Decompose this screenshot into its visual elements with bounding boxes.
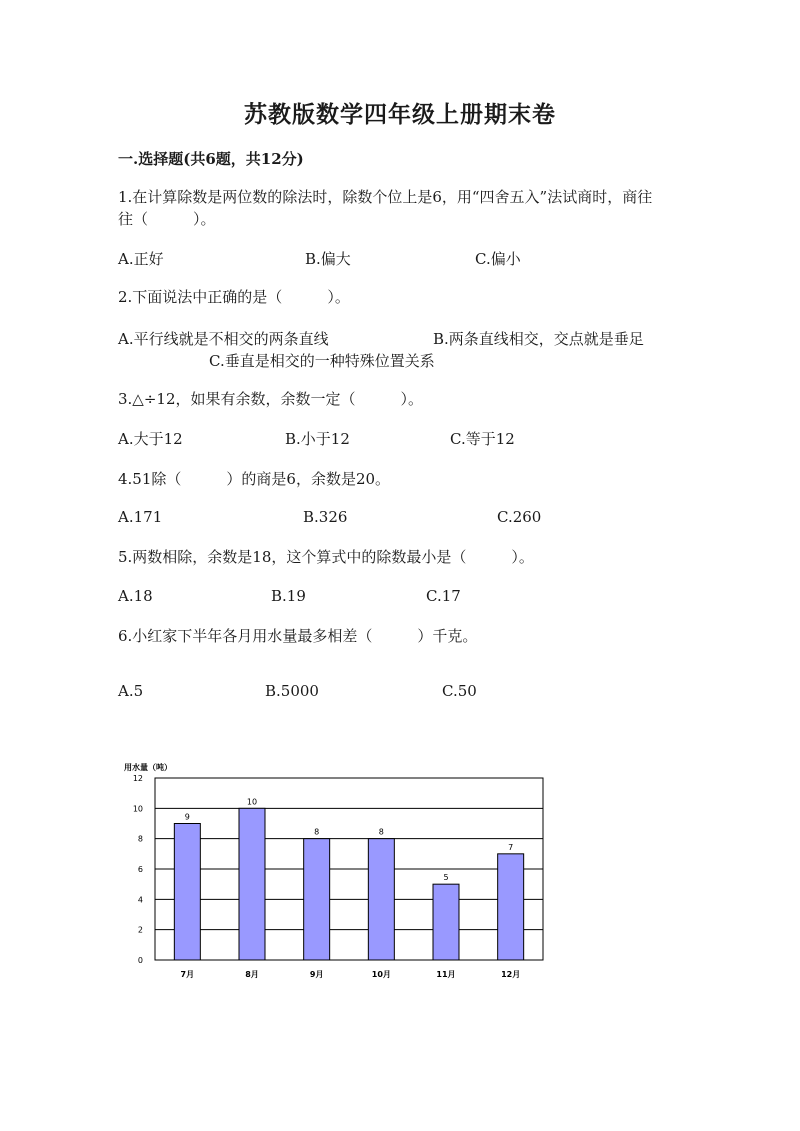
question-2: 2.下面说法中正确的是（ ）。: [118, 288, 350, 306]
chart-bar-2: [239, 808, 265, 960]
question-1-option-c[interactable]: C.偏小: [475, 250, 521, 268]
chart-ylabel: 用水量（吨）: [124, 763, 172, 772]
page-title: 苏教版数学四年级上册期末卷: [244, 101, 556, 128]
question-6-option-b[interactable]: B.5000: [265, 682, 319, 700]
x-tick-label: 7月: [180, 970, 195, 979]
y-tick-label: 10: [132, 804, 143, 814]
bar-data-label: 5: [443, 873, 449, 883]
x-tick-label: 10月: [371, 970, 391, 979]
question-6-option-a[interactable]: A.5: [118, 682, 144, 700]
x-tick-label: 12月: [501, 970, 521, 979]
bar-data-label: 9: [184, 812, 190, 822]
y-tick-label: 0: [137, 956, 143, 965]
question-1-option-a[interactable]: A.正好: [118, 250, 164, 268]
bar-data-label: 10: [246, 797, 258, 807]
question-2-option-a[interactable]: A.平行线就是不相交的两条直线: [118, 330, 329, 348]
chart-bar-5: [433, 884, 459, 960]
y-tick-label: 12: [132, 774, 143, 783]
question-5-option-b[interactable]: B.19: [271, 587, 306, 605]
question-4-option-a[interactable]: A.171: [118, 508, 163, 526]
question-3: 3.△÷12，如果有余数，余数一定（ ）。: [118, 390, 424, 408]
question-4-option-b[interactable]: B.326: [303, 508, 348, 526]
y-tick-label: 8: [137, 834, 143, 844]
x-tick-label: 11月: [436, 970, 456, 979]
chart-bar-1: [174, 824, 200, 961]
question-4-option-c[interactable]: C.260: [497, 508, 542, 526]
x-tick-label: 9月: [309, 970, 324, 979]
question-5-option-a[interactable]: A.18: [118, 587, 153, 605]
section-heading: 一.选择题(共6题，共12分): [118, 150, 304, 168]
question-3-option-b[interactable]: B.小于12: [285, 430, 350, 448]
water-usage-chart: [112, 756, 552, 988]
water-usage-chart-svg: [112, 756, 552, 988]
question-2-option-c[interactable]: C.垂直是相交的一种特殊位置关系: [209, 352, 435, 370]
question-4: 4.51除（ ）的商是6，余数是20。: [118, 470, 391, 488]
bar-data-label: 7: [508, 842, 514, 852]
question-6-option-c[interactable]: C.50: [442, 682, 477, 700]
y-tick-label: 6: [137, 865, 143, 874]
chart-bar-3: [304, 839, 330, 960]
bar-data-label: 8: [314, 827, 320, 837]
question-5-option-c[interactable]: C.17: [426, 587, 461, 605]
question-1: 1.在计算除数是两位数的除法时，除数个位上是6，用“四舍五入”法试商时，商往往（ ）。: [118, 188, 653, 228]
y-tick-label: 2: [137, 925, 143, 935]
question-2-option-b[interactable]: B.两条直线相交，交点就是垂足: [433, 330, 644, 348]
y-tick-label: 4: [137, 895, 143, 905]
question-1-option-b[interactable]: B.偏大: [305, 250, 351, 268]
question-3-option-a[interactable]: A.大于12: [118, 430, 183, 448]
bar-data-label: 8: [378, 827, 384, 837]
chart-bars: [174, 808, 523, 960]
chart-bar-6: [498, 854, 524, 960]
x-tick-label: 8月: [245, 970, 259, 979]
chart-grid: [155, 778, 543, 960]
question-3-option-c[interactable]: C.等于12: [450, 430, 515, 448]
question-6: 6.小红家下半年各月用水量最多相差（ ）千克。: [118, 627, 478, 645]
chart-bar-4: [368, 839, 394, 960]
question-5: 5.两数相除，余数是18，这个算式中的除数最小是（ ）。: [118, 548, 534, 566]
